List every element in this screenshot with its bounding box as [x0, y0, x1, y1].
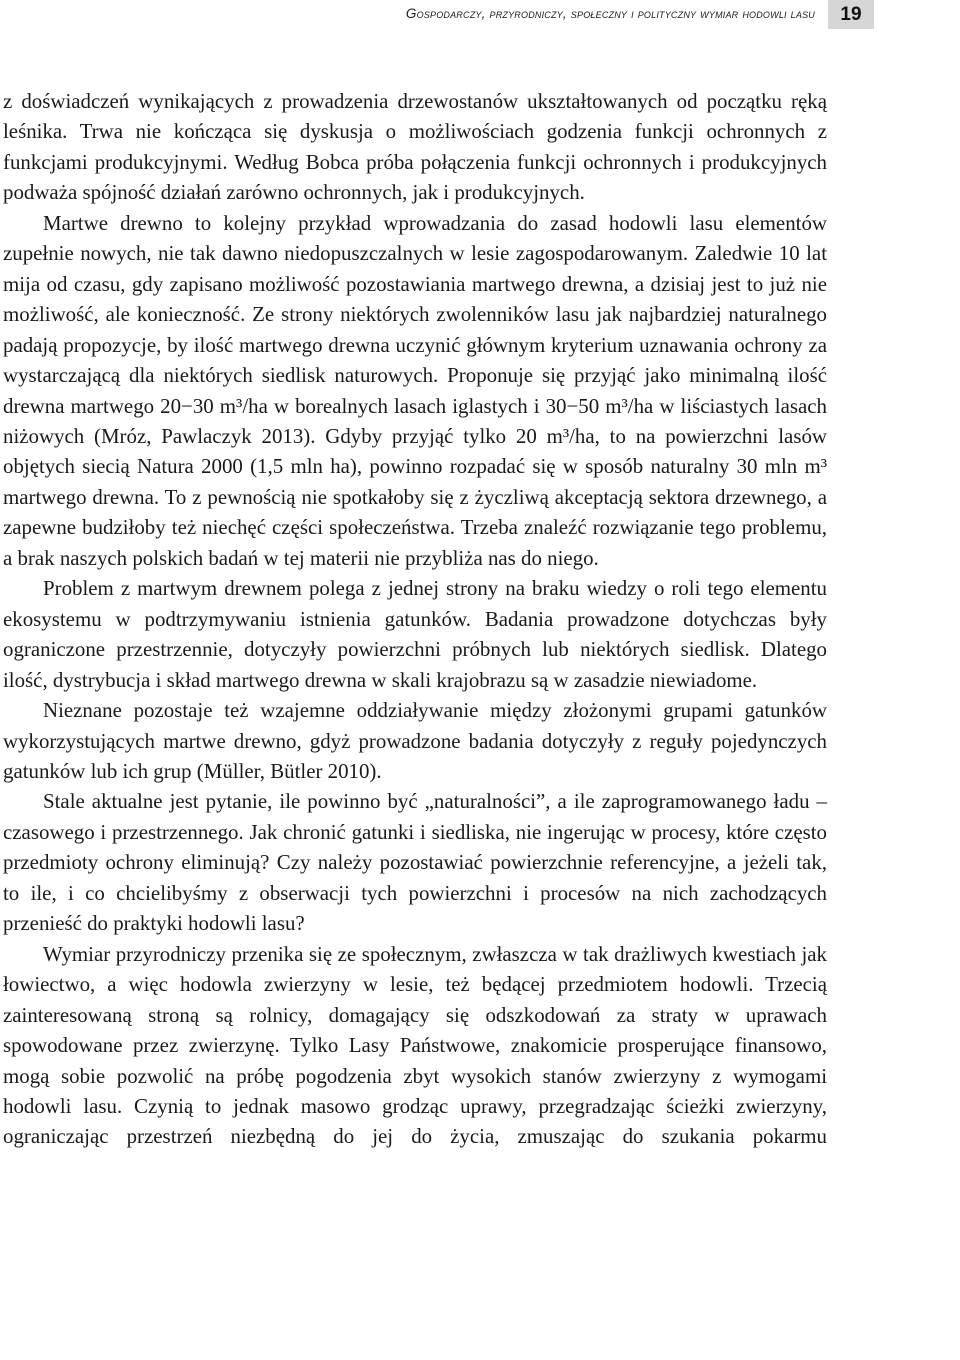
paragraph: Martwe drewno to kolejny przykład wprowadzania do zasad hodowli lasu elementów zupełnie nowych, nie tak dawno niedopuszczalnych w lesie zagospodarowanym. Zaledwie 10 lat mija od czasu, gdy zapisano możliwość pozostawiania martwego drewna, a dzisiaj jest to już nie możliwość, ale konieczność. Ze strony niektórych zwolenników lasu jak najbardziej naturalnego padają propozycje, by ilość martwego drewna uczynić głównym kryterium uznawania ochrony za wystarczającą dla niektórych siedlisk naturowych. Proponuje się przyjąć jako minimalną ilość drewna martwego 20−30 m³/ha w borealnych lasach iglastych i 30−50 m³/ha w liściastych lasach niżowych (Mróz, Pawlaczyk 2013). Gdyby przyjąć tylko 20 m³/ha, to na powierzchni lasów objętych siecią Natura 2000 (1,5 mln ha), powinno rozpadać się w sposób naturalny 30 mln m³ martwego drewna. To z pewnością nie spotkałoby się z życzliwą akceptacją sektora drzewnego, a zapewne budziłoby też niechęć części społeczeństwa. Trzeba znaleźć rozwiązanie tego problemu, a brak naszych polskich badań w tej materii nie przybliża nas do niego. — [3, 210, 827, 570]
paragraph: Nieznane pozostaje też wzajemne oddziaływanie między złożonymi grupami gatunków wykorzystujących martwe drewno, gdyż prowadzone badania dotyczyły z reguły pojedynczych gatunków lub ich grup (Müller, Bütler 2010). — [3, 698, 827, 783]
paragraph: Stale aktualne jest pytanie, ile powinno być „naturalności”, a ile zaprogramowanego ładu – czasowego i przestrzennego. Jak chronić gatunki i siedliska, nie ingerując w procesy, które często przedmioty ochrony eliminują? Czy należy pozostawiać powierzchnie referencyjne, a jeżeli tak, to ile, i co chcielibyśmy z obserwacji tych powierzchni i procesów na nich zachodzących przenieść do praktyki hodowli lasu? — [3, 789, 827, 936]
page-number: 19 — [828, 0, 874, 29]
paragraph: Wymiar przyrodniczy przenika się ze społecznym, zwłaszcza w tak drażliwych kwestiach jak łowiectwo, a więc hodowla zwierzyny w lesie, też będącej przedmiotem hodowli. Trzecią zainteresowaną stroną są rolnicy, domagający się odszkodowań za straty w uprawach spowodowane przez zwierzynę. Tylko Lasy Państwowe, znakomicie prosperujące finansowo, mogą sobie pozwolić na próbę pogodzenia zbyt wysokich stanów zwierzyny z wymogami hodowli lasu. Czynią to jednak masowo grodząc uprawy, przegradzając ścieżki zwierzyny, ograniczając przestrzeń niezbędną do jej do życia, zmuszając do szukania pokarmu — [3, 941, 827, 1149]
paragraph: z doświadczeń wynikających z prowadzenia drzewostanów ukształtowanych od początku ręką leśnika. Trwa nie kończąca się dyskusja o możliwościach godzenia funkcji ochronnych z funkcjami produkcyjnymi. Według Bobca próba połączenia funkcji ochronnych i produkcyjnych podważa spójność działań zarówno ochronnych, jak i produkcyjnych. — [3, 89, 827, 205]
running-header — [0, 0, 960, 30]
paragraph: Problem z martwym drewnem polega z jednej strony na braku wiedzy o roli tego elementu ekosystemu w podtrzymywaniu istnienia gatunków. Badania prowadzone dotychczas były ograniczone przestrzennie, dotyczyły powierzchni próbnych lub niektórych siedlisk. Dlatego ilość, dystrybucja i skład martwego drewna w skali krajobrazu są w zasadzie niewiadome. — [3, 576, 827, 692]
running-title: Gospodarczy, przyrodniczy, społeczny i polityczny wymiar hodowli lasu — [405, 6, 815, 21]
body-text — [3, 86, 827, 1152]
